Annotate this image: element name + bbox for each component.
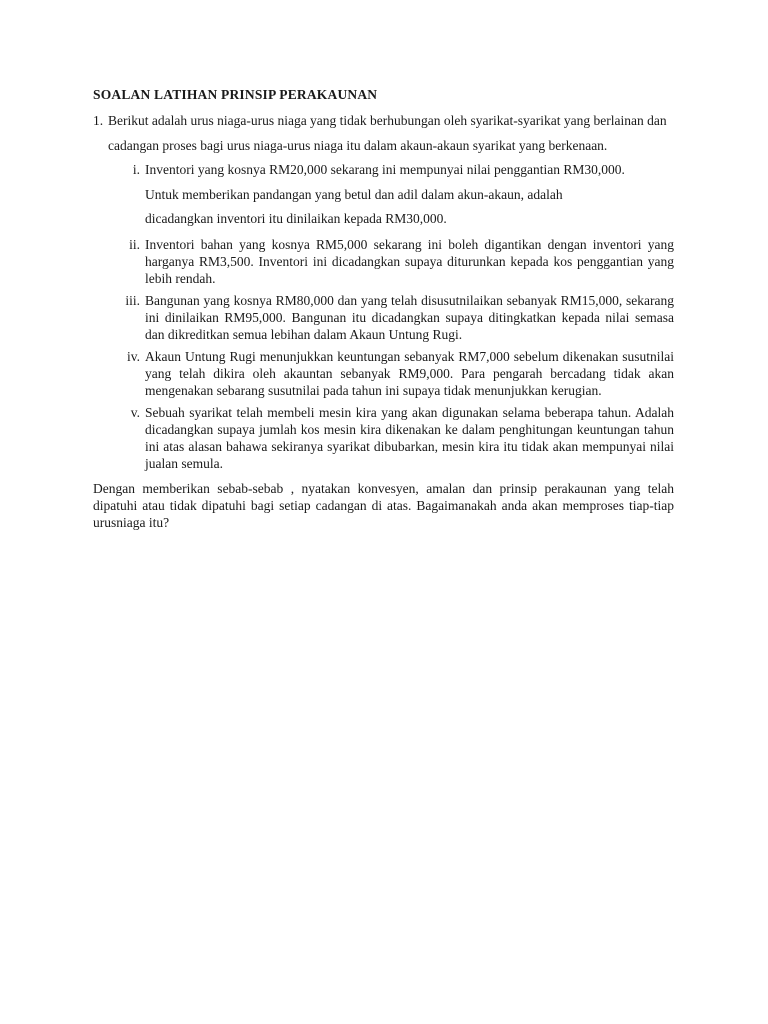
list-item bbox=[108, 158, 674, 232]
item-text: Inventori yang kosnya RM20,000 sekarang ini mempunyai nilai penggantian RM30,000. Untuk memberikan pandangan yang betul dan adil dalam akun-akaun, adalah dicadangkan inventori itu dinilaikan kepada RM30,000. bbox=[145, 162, 625, 226]
item-label: i. bbox=[132, 162, 140, 177]
question-1 bbox=[93, 109, 674, 472]
question-number: 1. bbox=[93, 113, 104, 128]
question-body bbox=[108, 109, 674, 472]
item-list bbox=[108, 158, 674, 472]
item-text: Sebuah syarikat telah membeli mesin kira yang akan digunakan selama beberapa tahun. Adalah dicadangkan supaya jumlah kos mesin kira dikenakan ke dalam penghitungan keuntungan tahun ini atas alasan bahawa sekiranya syarikat dibubarkan, mesin kira itu tidak akan mempunyai nilai jualan semula. bbox=[145, 404, 674, 471]
list-item bbox=[108, 292, 674, 343]
item-label: iii. bbox=[125, 292, 140, 308]
item-text: Akaun Untung Rugi menunjukkan keuntungan sebanyak RM7,000 sebelum dikenakan susutnilai yang telah dikira oleh akauntan sebanyak RM9,000. Para pengarah bercadang tidak akan mengenakan sebarang susutnilai pada tahun ini supaya tidak menunjukkan kerugian. bbox=[145, 348, 674, 398]
list-item bbox=[108, 404, 674, 472]
question-intro: Berikut adalah urus niaga-urus niaga yang tidak berhubungan oleh syarikat-syarikat yang berlainan dan cadangan proses bagi urus niaga-urus niaga itu dalam akaun-akaun syarikat yang berkenaan. bbox=[108, 113, 667, 153]
item-label: iv. bbox=[127, 348, 140, 364]
document-title: SOALAN LATIHAN PRINSIP PERAKAUNAN bbox=[93, 87, 378, 102]
item-label: ii. bbox=[129, 236, 140, 252]
list-item bbox=[108, 236, 674, 287]
item-text: Inventori bahan yang kosnya RM5,000 sekarang ini boleh digantikan dengan inventori yang harganya RM3,500. Inventori ini dicadangkan supaya diturunkan kepada kos penggantian yang lebih rendah. bbox=[145, 236, 674, 286]
item-text: Bangunan yang kosnya RM80,000 dan yang telah disusutnilaikan sebanyak RM15,000, sekarang ini dinilaikan RM95,000. Bangunan itu dicadangkan supaya ditingkatkan kepada nilai semasa dan dikreditkan semua lebihan dalam Akaun Untung Rugi. bbox=[145, 292, 674, 342]
list-item bbox=[108, 348, 674, 399]
item-label: v. bbox=[130, 404, 140, 420]
closing-instruction: Dengan memberikan sebab-sebab , nyatakan konvesyen, amalan dan prinsip perakaunan yang telah dipatuhi atau tidak dipatuhi bagi setiap cadangan di atas. Bagaimanakah anda akan memproses tiap-tiap urusniaga itu? bbox=[93, 480, 674, 530]
